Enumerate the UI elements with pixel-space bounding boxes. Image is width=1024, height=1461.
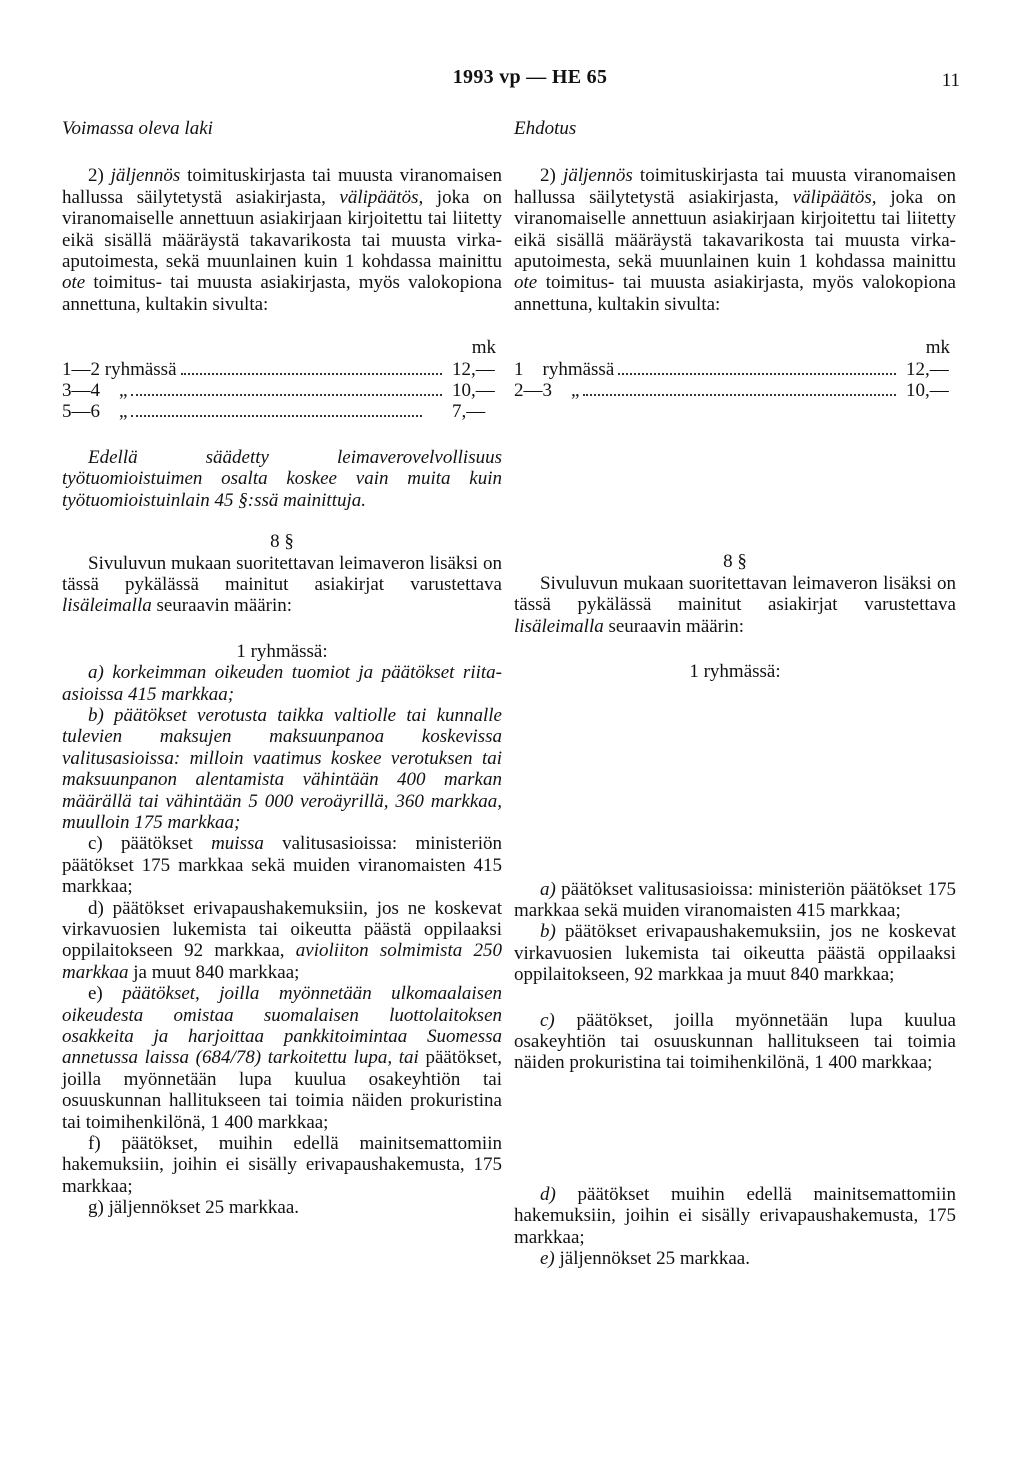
paragraph-2 bbox=[62, 165, 502, 315]
page-header bbox=[0, 66, 1024, 96]
fee-table bbox=[514, 359, 956, 402]
item-number: 2) bbox=[540, 165, 564, 187]
fee-row: 1—2 ryhmässä 12,— bbox=[62, 358, 495, 380]
section-intro: Sivuluvun mukaan suoritettavan leimaveron lisäksi on tässä pykälässä mainitut asiakirjat varustettava lisäleimalla seuraavin määrin: bbox=[62, 552, 502, 617]
section-number: 8 § bbox=[270, 531, 294, 553]
fee-row: 1 ryhmässä 12,— bbox=[514, 358, 949, 380]
column-current-law bbox=[62, 118, 502, 1219]
item-g: g) jäljennökset 25 markkaa. bbox=[88, 1197, 300, 1219]
fee-row: 2—3 „ 10,— bbox=[514, 380, 949, 402]
term: muissa bbox=[211, 833, 264, 855]
item-number: 2) bbox=[88, 165, 111, 187]
column-heading: Ehdotus bbox=[514, 118, 577, 139]
term: päätökset, joilla myönnetään ulkomaalaisen oikeudesta omistaa suomalaisen luottolaitoksen osakkeita ja harjoittaa pankkitoimintaa Suomessa annetussa laissa (684/78) tarkoitettu lupa, tai bbox=[62, 983, 502, 1069]
item-d: d) päätökset muihin edellä mainitsemattomiin hakemuksiin, joihin ei sisälly erivapaushakemusta, 175 markkaa; bbox=[514, 1183, 956, 1248]
item-a: a) korkeimman oikeuden tuomiot ja päätökset riita-asioissa 415 markkaa; bbox=[62, 662, 502, 705]
text: toimitus- tai muusta asiakirjasta, myös valokopiona annettuna, kultakin sivulta: bbox=[62, 272, 502, 315]
group-heading: 1 ryhmässä: bbox=[236, 640, 328, 662]
term: ote bbox=[62, 272, 86, 294]
item-f: f) päätökset, muihin edellä mainitsemattomiin hakemuksiin, joihin ei sisälly erivapaushakemusta, 175 markkaa; bbox=[62, 1133, 502, 1197]
item-e: e) jäljennökset 25 markkaa. bbox=[540, 1247, 750, 1269]
currency-unit: mk bbox=[925, 337, 950, 359]
item-e: e) päätökset, joilla myönnetään ulkomaalaisen oikeudesta omistaa suomalaisen luottolaitoksen osakkeita ja harjoittaa pankkitoimintaa Suomessa annetussa laissa (684/78) tarkoitettu lupa, tai päätökset, joilla myönnetään lupa kuulua osakeyhtiön tai osuuskunnan hallitukseen tai toimia näiden prokuristina tai toimihenkilönä, 1 400 markkaa; bbox=[62, 983, 502, 1133]
term: avioliiton solmimista 250 markkaa bbox=[62, 940, 502, 983]
term: lisäleimalla bbox=[514, 615, 604, 637]
item-b: b) päätökset verotusta taikka valtiolle tai kunnalle tulevien maksujen maksuunpanoa koskevissa valitusasioissa: milloin vaatimus koskee verotuksen tai maksuunpanon alentamista vähintään 400 markan määrällä tai vähintään 5 000 veroäyrillä, 360 markkaa, muulloin 175 markkaa; bbox=[62, 704, 502, 833]
term: välipäätös, bbox=[339, 186, 424, 208]
text: toimituskirjasta tai muusta viranomaisen hallussa säilytetystä asiakirjasta, bbox=[62, 165, 502, 208]
currency-unit: mk bbox=[471, 337, 496, 359]
note-paragraph: Edellä säädetty leimaverovelvollisuus työtuomioistuimen osalta koskee vain muita kuin työtuomioistuinlain 45 §:ssä mainittuja. bbox=[62, 446, 502, 511]
fee-row: 5—6 „ 7,— bbox=[62, 401, 486, 423]
document-title: 1993 vp — HE 65 bbox=[452, 66, 608, 88]
fee-table bbox=[62, 359, 502, 423]
term: välipäätös, bbox=[792, 186, 877, 208]
term: jäljennös bbox=[563, 165, 633, 187]
item-a: a) päätökset valitusasioissa: ministeriön päätökset 175 markkaa sekä muiden viranomaisten 415 markkaa; bbox=[514, 878, 956, 921]
group-heading: 1 ryhmässä: bbox=[689, 661, 781, 683]
fee-row: 3—4 „ 10,— bbox=[62, 380, 495, 402]
section-intro: Sivuluvun mukaan suoritettavan leimaveron lisäksi on tässä pykälässä mainitut asiakirjat varustettava lisäleimalla seuraavin määrin: bbox=[514, 572, 956, 637]
item-c: c) päätökset muissa valitusasioissa: ministeriön päätökset 175 markkaa sekä muiden viranomaisten 415 markkaa; bbox=[62, 833, 502, 898]
page-number: 11 bbox=[941, 70, 960, 91]
section-number: 8 § bbox=[723, 551, 747, 573]
text: joka on viranomaiselle annettuun asiakirjaan kirjoitettu tai liitetty eikä sisällä määräystä takavarikosta tai muusta virka-aputoimesta, sekä muunlainen kuin 1 kohdassa mainittu bbox=[62, 186, 503, 273]
item-d: d) päätökset erivapaushakemuksiin, jos ne koskevat virkavuosien lukemista tai oikeutta päästä oppilaaksi oppilaitokseen 92 markkaa, avioliiton solmimista 250 markkaa ja muut 840 markkaa; bbox=[62, 897, 502, 983]
item-c: c) päätökset, joilla myönnetään lupa kuulua osakeyhtiön tai osuuskunnan hallitukseen tai toimia näiden prokuristina tai toimihenkilönä, 1 400 markkaa; bbox=[514, 1009, 956, 1074]
paragraph-2: 2) jäljennös toimituskirjasta tai muusta viranomaisen hallussa säilytetystä asiakirjasta, välipäätös, joka on viranomaiselle annettuun asiakirjaan kirjoitettu tai liitetty eikä sisällä määräystä takavarikosta tai muusta virka-aputoimesta, sekä muunlainen kuin 1 kohdassa mainittu ote toimitus- tai muusta asiakirjasta, myös valokopiona annettuna, kultakin sivulta: bbox=[514, 165, 957, 315]
column-proposal bbox=[514, 118, 956, 1269]
term: ote bbox=[514, 272, 538, 294]
term: lisäleimalla bbox=[62, 595, 152, 617]
term: jäljennös bbox=[110, 165, 181, 187]
item-b: b) päätökset erivapaushakemuksiin, jos ne koskevat virkavuosien lukemista tai oikeutta päästä oppilaaksi oppilaitokseen, 92 markkaa ja muut 840 markkaa; bbox=[514, 921, 956, 986]
column-heading: Voimassa oleva laki bbox=[62, 118, 213, 139]
